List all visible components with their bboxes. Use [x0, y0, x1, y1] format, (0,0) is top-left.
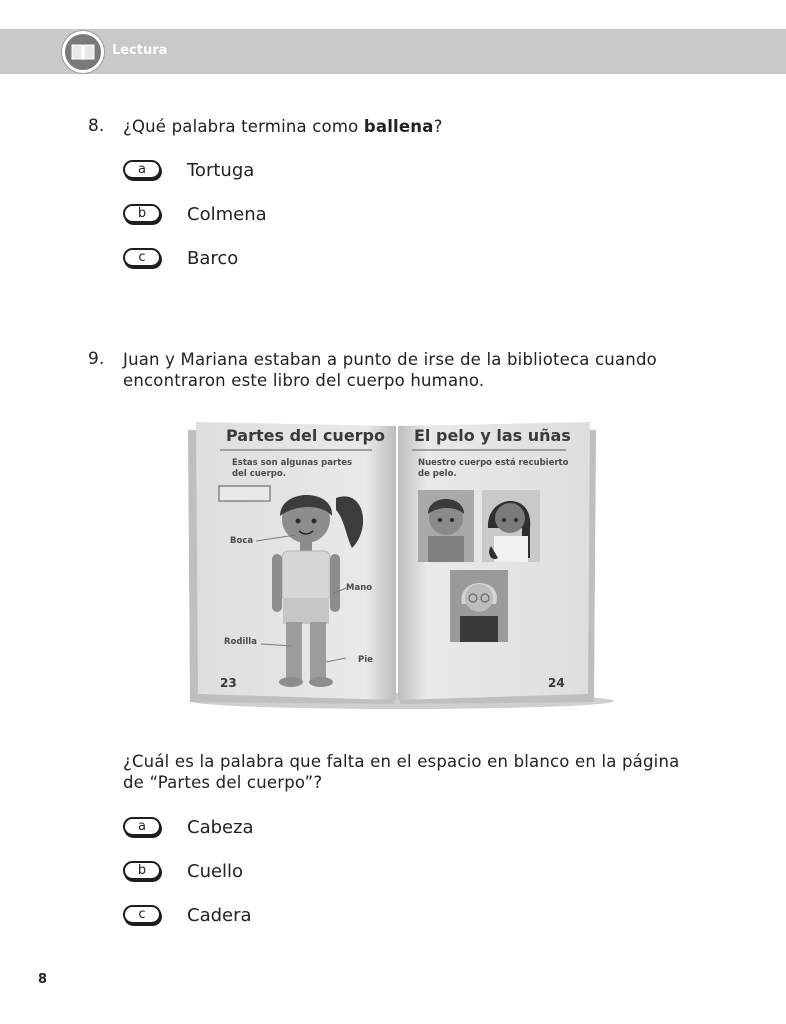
label-rodilla: Rodilla [224, 637, 257, 647]
blank-answer-box [219, 486, 270, 501]
question-8-keyword: ballena [363, 117, 434, 136]
right-page-title: El pelo y las uñas [414, 426, 571, 445]
question-9-number: 9. [88, 349, 105, 369]
option-label: Cabeza [187, 817, 254, 838]
woman-portrait [450, 570, 508, 642]
question-9-option-b[interactable] [123, 861, 423, 887]
right-page-number: 24 [548, 676, 565, 690]
label-mano: Mano [346, 583, 373, 593]
option-letter-badge: c [123, 248, 161, 267]
question-8-option-a[interactable] [123, 160, 423, 186]
question-9-text-line1: Juan y Mariana estaban a punto de irse de la biblioteca cuando [123, 350, 657, 369]
option-letter-badge: c [123, 905, 161, 924]
question-8-text-start: ¿Qué palabra termina como [123, 117, 364, 136]
option-letter-badge: b [123, 861, 161, 880]
boy-portrait [418, 490, 474, 562]
question-9-followup-line1: ¿Cuál es la palabra que falta en el espacio en blanco en la página [123, 752, 680, 771]
question-8-option-b[interactable] [123, 204, 423, 230]
option-letter-badge: a [123, 817, 161, 836]
left-page-number: 23 [220, 676, 237, 690]
left-page-subtitle-line2: del cuerpo. [232, 469, 286, 479]
question-9-option-a[interactable] [123, 817, 423, 843]
girl-portrait [482, 490, 540, 562]
option-label: Cuello [187, 861, 244, 882]
label-pie: Pie [358, 655, 373, 665]
question-9-option-c[interactable] [123, 905, 423, 931]
question-9-text-line2: encontraron este libro del cuerpo humano. [123, 371, 485, 390]
body-book-illustration [186, 418, 618, 714]
option-letter-badge: a [123, 160, 161, 179]
open-book-icon [71, 42, 95, 62]
question-9-followup-line2: de “Partes del cuerpo”? [123, 773, 323, 792]
section-title: Lectura [112, 43, 168, 58]
option-label: Barco [187, 248, 239, 269]
question-8-text-end: ? [433, 117, 443, 136]
option-label: Tortuga [187, 160, 255, 181]
option-label: Cadera [187, 905, 252, 926]
section-badge [62, 31, 104, 73]
option-label: Colmena [187, 204, 267, 225]
label-boca: Boca [230, 536, 254, 546]
left-page-subtitle-line1: Estas son algunas partes [232, 458, 353, 468]
question-8-text [123, 116, 443, 138]
question-8-option-c[interactable] [123, 248, 423, 274]
question-8-number: 8. [88, 116, 105, 136]
option-letter-badge: b [123, 204, 161, 223]
page-number: 8 [38, 972, 48, 987]
right-page-subtitle-line1: Nuestro cuerpo está recubierto [418, 458, 569, 468]
left-page-title: Partes del cuerpo [226, 426, 385, 445]
right-page-subtitle-line2: de pelo. [418, 469, 457, 479]
